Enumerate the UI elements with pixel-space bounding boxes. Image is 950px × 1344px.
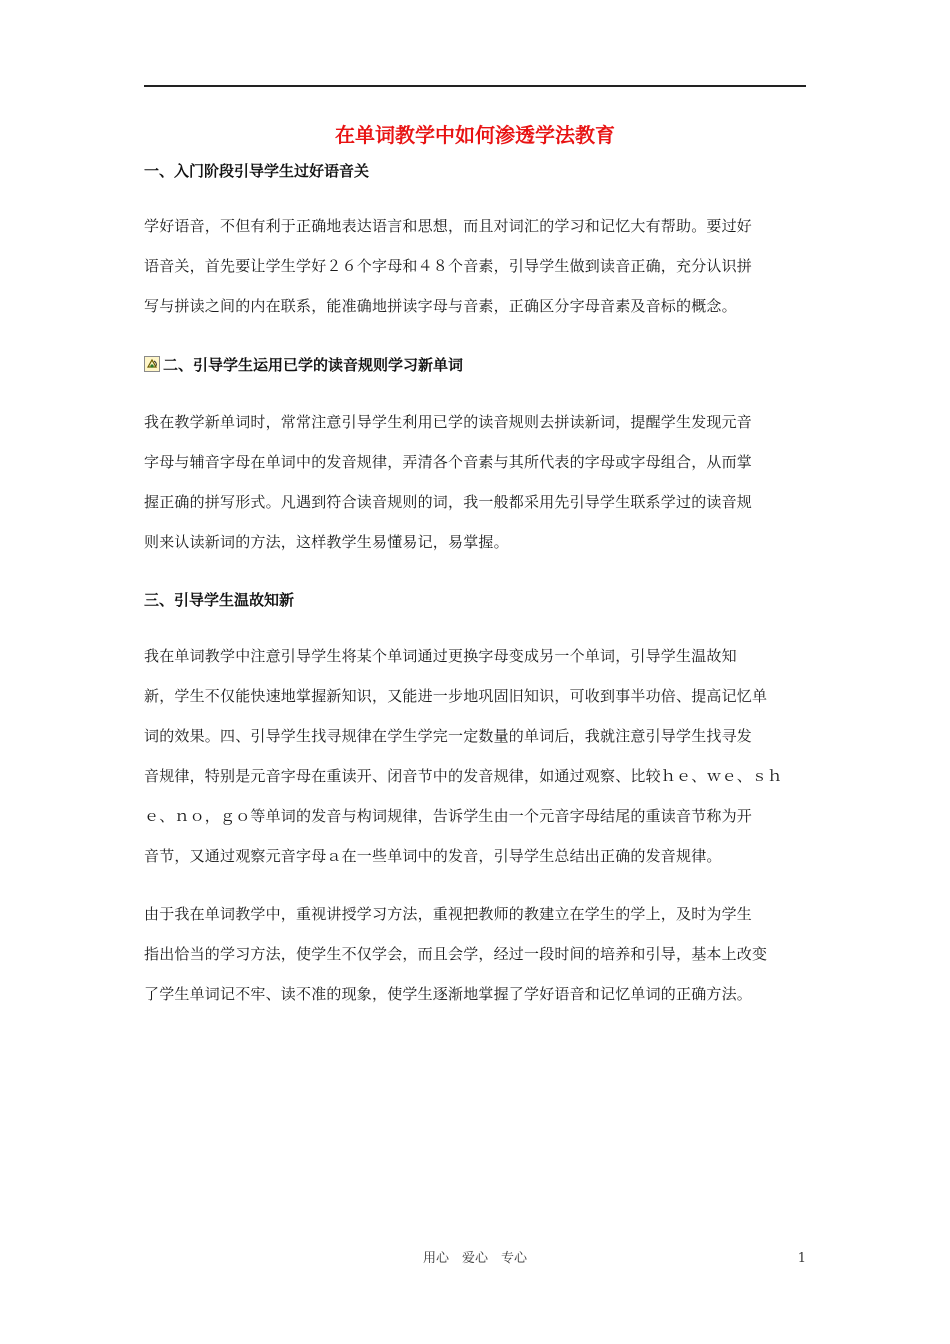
section-heading-2: 二、引导学生运用已学的读音规则学习新单词 xyxy=(163,356,464,374)
section-heading-2-row xyxy=(144,354,806,376)
paragraph-line: 指出恰当的学习方法，使学生不仅学会，而且会学，经过一段时间的培养和引导，基本上改变 xyxy=(144,945,768,963)
paragraph-line: 新，学生不仅能快速地掌握新知识，又能进一步地巩固旧知识，可收到事半功倍、提高记忆单 xyxy=(144,687,768,705)
paragraph-line: 词的效果。四、引导学生找寻规律在学生学完一定数量的单词后，我就注意引导学生找寻发 xyxy=(144,727,753,745)
paragraph-line: 学好语音，不但有利于正确地表达语言和思想，而且对词汇的学习和记忆大有帮助。要过好 xyxy=(144,217,753,235)
paragraph-line: 握正确的拼写形式。凡遇到符合读音规则的词，我一般都采用先引导学生联系学过的读音规 xyxy=(144,493,753,511)
paragraph-line: 音节，又通过观察元音字母ａ在一些单词中的发音，引导学生总结出正确的发音规律。 xyxy=(144,847,722,865)
section-heading-3: 三、引导学生温故知新 xyxy=(144,591,295,609)
paragraph-line: 我在教学新单词时，常常注意引导学生利用已学的读音规则去拼读新词，提醒学生发现元音 xyxy=(144,413,753,431)
section-paragraph-2 xyxy=(144,402,806,562)
paragraph-line: 音规律，特别是元音字母在重读开、闭音节中的发音规律，如通过观察、比较ｈｅ、ｗｅ、ｓｈ xyxy=(144,767,783,785)
page-number: 1 xyxy=(797,1251,806,1266)
paragraph-line: 由于我在单词教学中，重视讲授学习方法，重视把教师的教建立在学生的学上，及时为学生 xyxy=(144,905,753,923)
footer-motto: 用心 爱心 专心 xyxy=(422,1251,527,1266)
section-heading-1: 一、入门阶段引导学生过好语音关 xyxy=(144,162,370,180)
paragraph-line: ｅ、ｎｏ，ｇｏ等单词的发音与构词规律，告诉学生由一个元音字母结尾的重读音节称为开 xyxy=(144,807,753,825)
anchor-link-icon[interactable] xyxy=(144,356,160,372)
paragraph-line: 了学生单词记不牢、读不准的现象，使学生逐渐地掌握了学好语音和记忆单词的正确方法。 xyxy=(144,985,753,1003)
document-title: 在单词教学中如何渗透学法教育 xyxy=(335,123,615,147)
paragraph-line: 字母与辅音字母在单词中的发音规律，弄清各个音素与其所代表的字母或字母组合，从而掌 xyxy=(144,453,753,471)
paragraph-line: 语音关，首先要让学生学好２６个字母和４８个音素，引导学生做到读音正确，充分认识拼 xyxy=(144,257,753,275)
paragraph-line: 写与拼读之间的内在联系，能准确地拼读字母与音素，正确区分字母音素及音标的概念。 xyxy=(144,297,737,315)
closing-paragraph xyxy=(144,894,806,1014)
paragraph-line: 则来认读新词的方法，这样教学生易懂易记，易掌握。 xyxy=(144,533,509,551)
header-rule xyxy=(144,85,806,87)
paragraph-line: 我在单词教学中注意引导学生将某个单词通过更换字母变成另一个单词，引导学生温故知 xyxy=(144,647,737,665)
section-paragraph-3 xyxy=(144,636,806,876)
section-paragraph-1 xyxy=(144,206,806,326)
